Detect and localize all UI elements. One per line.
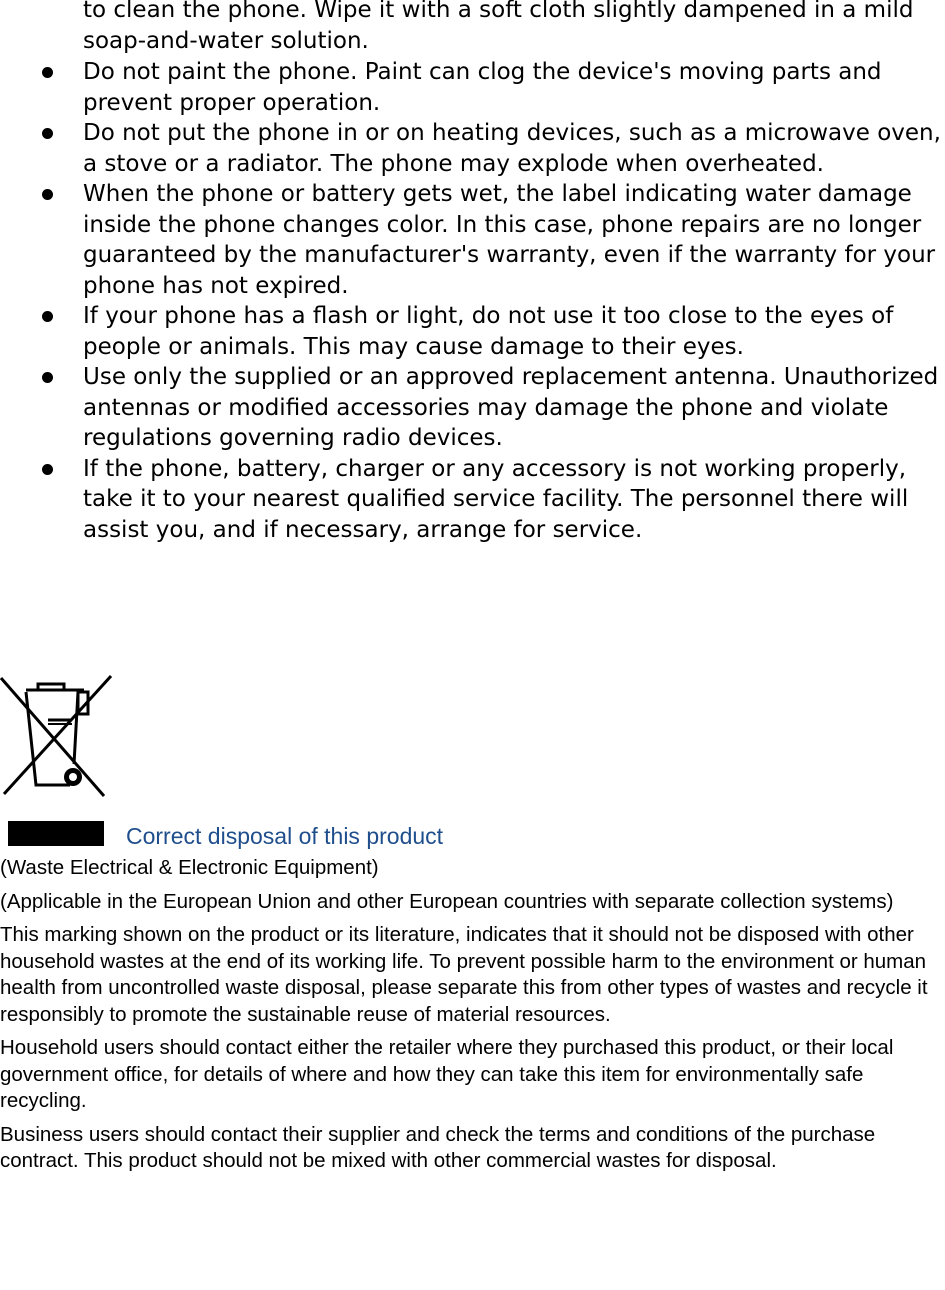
bullet-text: Use only the supplied or an approved replacement antenna. Unauthorized antennas or modified accessories may damage the phone and violate regulations governing radio devices. [83, 364, 939, 451]
bullet-dot-icon [42, 189, 53, 200]
disposal-title: Correct disposal of this product [126, 823, 444, 849]
bullet-dot-icon [42, 372, 53, 383]
bullet-item [0, 179, 943, 301]
bullet-item [0, 301, 943, 362]
bullet-dot-icon [42, 128, 53, 139]
bullet-text: If your phone has a flash or light, do not use it too close to the eyes of people or animals. This may cause damage to their eyes. [83, 303, 894, 360]
disposal-paragraph: Business users should contact their supplier and check the terms and conditions of the purchase contract. This product should not be mixed with other commercial wastes for disposal. [0, 1122, 876, 1172]
weee-black-bar [8, 821, 104, 846]
safety-bullet-list [0, 57, 945, 545]
bullet-text: Do not paint the phone. Paint can clog the device's moving parts and prevent proper operation. [83, 59, 882, 116]
disposal-section [0, 855, 945, 1182]
disposal-paragraph: Household users should contact either the retailer where they purchased this product, or their local government office, for details of where and how they can take this item for environmentally safe recycling. [0, 1036, 894, 1112]
bullet-dot-icon [42, 311, 53, 322]
bullet-text: When the phone or battery gets wet, the label indicating water damage inside the phone changes color. In this case, phone repairs are no longer guaranteed by the manufacturer's warranty, even if the warranty for your phone has not expired. [83, 181, 936, 299]
continued-paragraph: to clean the phone. Wipe it with a soft cloth slightly dampened in a mild soap-and-water solution. [83, 0, 914, 54]
bullet-dot-icon [42, 464, 53, 475]
bullet-text: If the phone, battery, charger or any accessory is not working properly, take it to your nearest qualified service facility. The personnel there will assist you, and if necessary, arrange for service. [83, 455, 909, 543]
disposal-paragraph: This marking shown on the product or its literature, indicates that it should not be disposed with other household wastes at the end of its working life. To prevent possible harm to the environment or human health from uncontrolled waste disposal, please separate this from other types of wastes and recycle it responsibly to promote the sustainable reuse of material resources. [0, 923, 928, 1026]
bullet-item [0, 118, 943, 179]
disposal-subtitle: (Waste Electrical & Electronic Equipment) [0, 856, 379, 879]
bullet-item [0, 362, 943, 454]
bullet-item [0, 57, 943, 118]
crossed-out-wheelie-bin-icon [0, 672, 112, 798]
disposal-applicability: (Applicable in the European Union and other European countries with separate collection systems) [0, 889, 894, 913]
bullet-text: Do not put the phone in or on heating devices, such as a microwave oven, a stove or a radiator. The phone may explode when overheated. [83, 120, 941, 177]
bullet-item [0, 454, 943, 546]
bullet-dot-icon [42, 67, 53, 78]
